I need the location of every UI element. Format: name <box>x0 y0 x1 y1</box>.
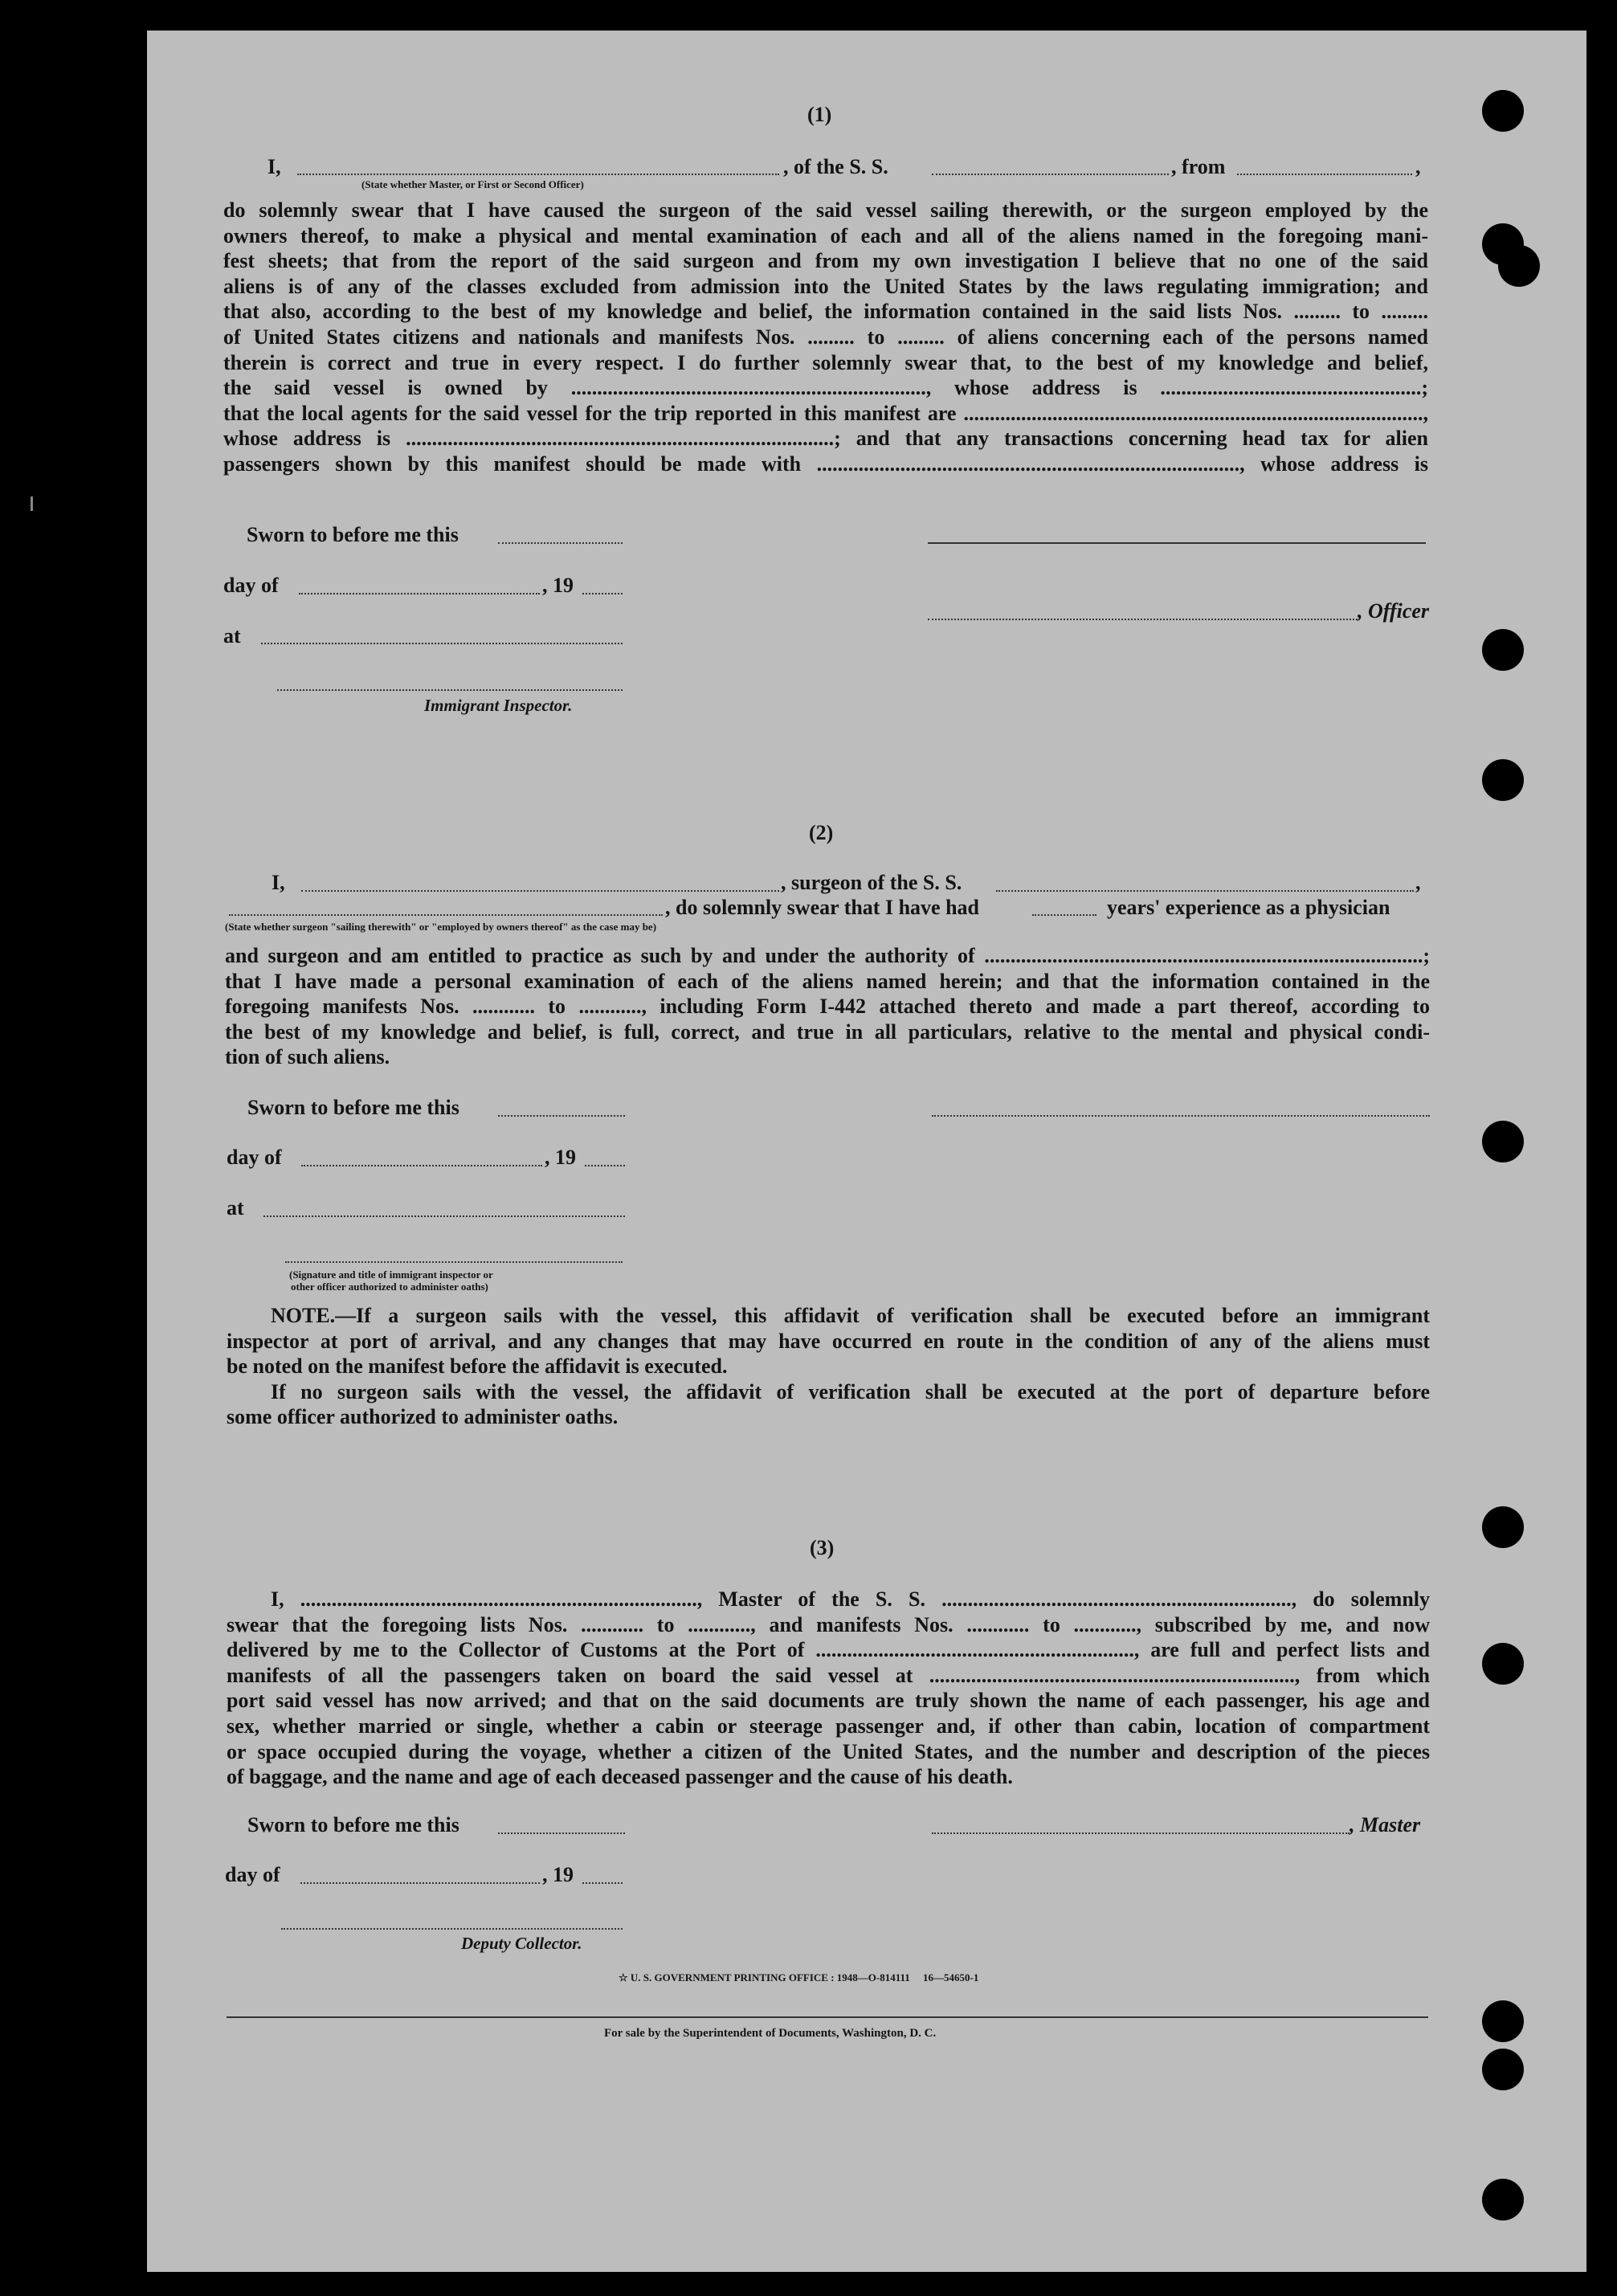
s2-years-label: years' experience as a physician <box>1107 896 1390 919</box>
section-1-number: (1) <box>807 103 832 126</box>
s1-at-label: at <box>223 624 241 648</box>
s2-day-label: day of <box>227 1146 282 1169</box>
section-2-oath: and surgeon and am entitled to practice as such by and under the authority of ....................................................................................; that I have made a personal examination of each of the aliens named herein; and that the information contained in the foregoing manifests Nos. ............ to ............, including Form I-442 attached thereto and made a part thereof, according to the best of my knowledge and belief, is full, correct, and true in all particulars, relative to the mental and physical condi- tion of such aliens. <box>225 944 1430 1069</box>
s1-officer-signature-line[interactable] <box>928 542 1426 544</box>
departure-port-field[interactable] <box>1237 174 1412 175</box>
s1-month-field[interactable] <box>299 593 540 594</box>
s2-inspector-signature-line[interactable] <box>285 1261 623 1263</box>
s2-month-field[interactable] <box>301 1165 542 1166</box>
s2-surgeon-note: (State whether surgeon "sailing therewith" or "employed by owners thereof" as the case may be) <box>225 921 657 933</box>
s1-year-field[interactable] <box>582 593 623 594</box>
surgeon-status-field[interactable] <box>229 914 663 916</box>
s2-ship-name-field[interactable] <box>996 890 1414 892</box>
binder-hole-icon <box>1482 629 1524 671</box>
s1-ship-label: , of the S. S. <box>783 155 888 178</box>
s2-year-field[interactable] <box>585 1165 625 1166</box>
s3-master-label: , Master <box>1350 1813 1421 1836</box>
edge-mark <box>31 496 33 511</box>
binder-hole-icon <box>1482 759 1524 801</box>
binder-hole-icon <box>1482 90 1524 132</box>
s1-officer-title-field[interactable] <box>928 619 1358 620</box>
s2-ship-label: , surgeon of the S. S. <box>781 871 962 894</box>
s2-place-field[interactable] <box>263 1215 625 1217</box>
section-1-oath: do solemnly swear that I have caused the surgeon of the said vessel sailing therewith, or the surgeon employed by the owners thereof, to make a physical and mental examination of each and all of the aliens named in the foregoing mani- fest sheets; that from the report of the said surgeon and from my own investigation I believe that no one of the said aliens is of any of the classes excluded from admission into the United States by the laws regulating immigration; and that also, according to the best of my knowledge and belief, the information contained in the said lists Nos. ......... to ......... of United States citizens and nationals and manifests Nos. ......... to ......... of aliens concerning each of the persons named therein is correct and true in every respect. I do further solemnly swear that, to the best of my knowledge and belief, the said vessel is owned by ...................................................................., whose address is ..................................................; that the local agents for the said vessel for the trip reported in this manifest are ........................................................................................, whose address is ..................................................................................; and that any transactions concerning head tax for alien passengers shown by this manifest should be made with ................................................................................., whose address is <box>223 198 1428 476</box>
sale-notice: For sale by the Superintendent of Documents, Washington, D. C. <box>604 2027 937 2040</box>
s1-officer-note: (State whether Master, or First or Second Officer) <box>361 178 584 190</box>
s2-comma: , <box>1415 871 1421 894</box>
section-2-note: NOTE.—If a surgeon sails with the vessel, this affidavit of verification shall be executed before an immigrant inspector at port of arrival, and any changes that may have occurred en route in the condition of any of the aliens must be noted on the manifest before the affidavit is executed. If no surgeon sails with the vessel, the affidavit of verification shall be executed at the port of departure before some officer authorized to administer oaths. <box>227 1304 1430 1429</box>
master-name-field[interactable] <box>297 174 779 175</box>
s3-month-field[interactable] <box>300 1882 540 1884</box>
binder-hole-icon <box>1498 245 1540 287</box>
s1-officer-label: , Officer <box>1358 599 1430 623</box>
printing-office-line: ☆ U. S. GOVERNMENT PRINTING OFFICE : 1948—O-814111 16—54650-1 <box>619 1971 979 1983</box>
s1-place-field[interactable] <box>261 643 623 644</box>
s2-year-label: , 19 <box>545 1146 576 1169</box>
section-3-oath: I, ............................................................................, Master of the S. S. ..................................................................., do solemnly swear that the foregoing lists Nos. ............ to ............, and manifests Nos. ............ to ............, subscribed by me, and now delivered by me to the Collector of Customs at the Port of ............................................................., are full and perfect lists and manifests of all the passengers taken on board the said vessel at ......................................................................, from which port said vessel has now arrived; and that on the said documents are truly shown the name of each passenger, his age and sex, whether married or single, whether a cabin or steerage passenger and, if other than cabin, location of compartment or space occupied during the voyage, whether a citizen of the United States, and the number and description of the pieces of baggage, and the name and age of each deceased passenger and the cause of his death. <box>227 1587 1430 1789</box>
section-2-number: (2) <box>809 821 834 844</box>
s1-day-label: day of <box>223 574 279 597</box>
surgeon-name-field[interactable] <box>301 890 779 892</box>
binder-hole-icon <box>1482 2049 1524 2090</box>
s2-signature-note-line2: other officer authorized to administer oaths) <box>291 1281 488 1293</box>
s1-inspector-label: Immigrant Inspector. <box>424 696 573 715</box>
footer-rule <box>227 2016 1428 2018</box>
s2-sworn-label: Sworn to before me this <box>247 1096 459 1119</box>
binder-hole-icon <box>1482 2000 1524 2042</box>
binder-hole-icon <box>1482 1121 1524 1162</box>
ship-name-field[interactable] <box>932 174 1169 175</box>
section-3-number: (3) <box>810 1536 835 1559</box>
s1-sworn-label: Sworn to before me this <box>247 523 459 546</box>
s3-collector-signature-line[interactable] <box>281 1928 623 1930</box>
s2-surgeon-signature-line[interactable] <box>932 1115 1430 1117</box>
s1-sworn-date-field[interactable] <box>498 542 623 544</box>
s3-master-signature-line[interactable] <box>932 1832 1350 1834</box>
s2-signature-note-line1: (Signature and title of immigrant inspector or <box>289 1269 493 1281</box>
s1-from-label: , from <box>1171 155 1226 178</box>
s2-sworn-date-field[interactable] <box>498 1115 625 1117</box>
years-experience-field[interactable] <box>1032 914 1096 916</box>
s3-sworn-date-field[interactable] <box>498 1832 625 1834</box>
s3-sworn-label: Sworn to before me this <box>247 1813 459 1836</box>
s3-year-field[interactable] <box>582 1882 623 1884</box>
s2-swear-label: , do solemnly swear that I have had <box>665 896 980 919</box>
s3-year-label: , 19 <box>542 1863 574 1886</box>
s1-inspector-signature-line[interactable] <box>277 689 623 691</box>
s1-comma: , <box>1415 155 1421 178</box>
s2-at-label: at <box>227 1196 244 1219</box>
binder-hole-icon <box>1482 1506 1524 1548</box>
s1-year-label: , 19 <box>542 574 574 597</box>
s3-day-label: day of <box>225 1863 280 1886</box>
s2-pronoun: I, <box>272 871 285 894</box>
s1-pronoun: I, <box>267 155 281 178</box>
binder-hole-icon <box>1482 1643 1524 1685</box>
s3-collector-label: Deputy Collector. <box>461 1934 582 1953</box>
binder-hole-icon <box>1482 2179 1524 2220</box>
